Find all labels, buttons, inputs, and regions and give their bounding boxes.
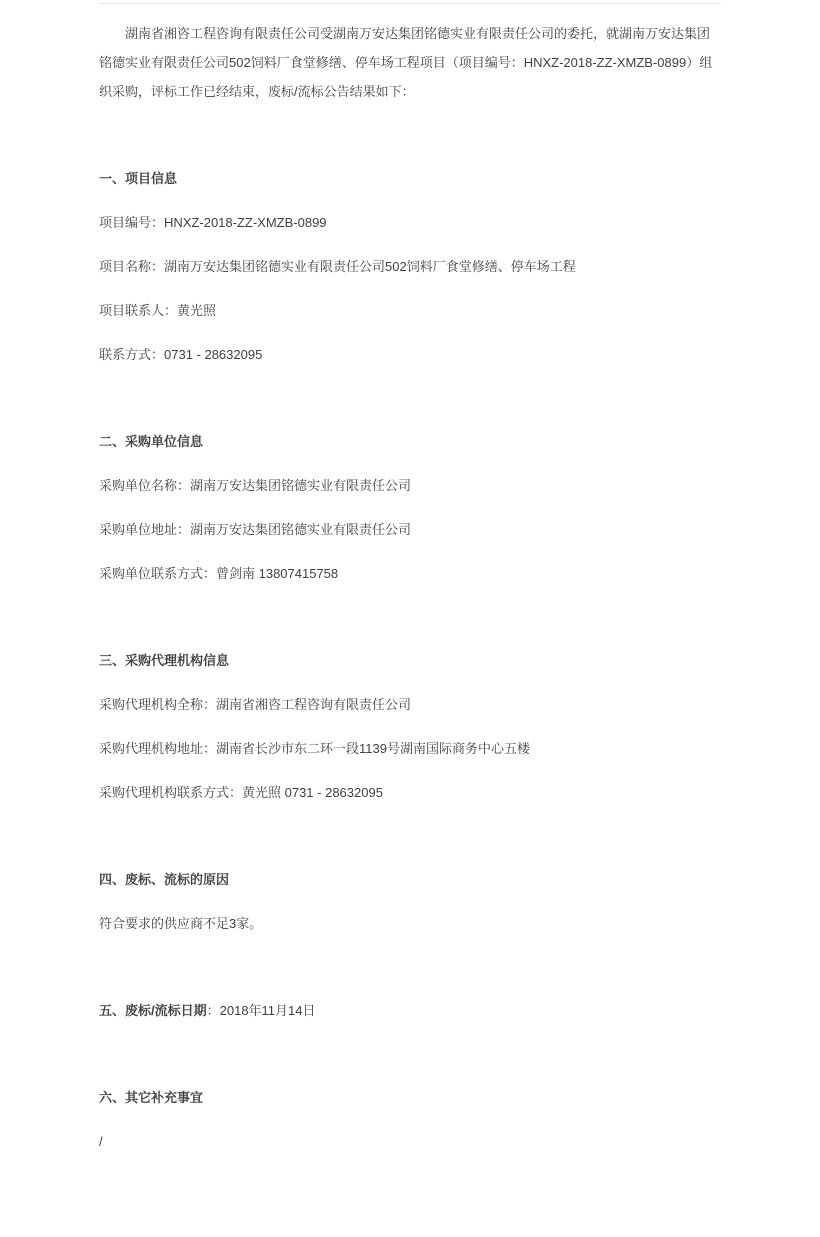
- cancellation-date-label: 五、废标/流标日期: [99, 1003, 207, 1018]
- field-project-name: 项目名称：湖南万安达集团铭德实业有限责任公司502饲料厂食堂修缮、停车场工程: [99, 259, 576, 274]
- intro-paragraph: 湖南省湘咨工程咨询有限责任公司受湖南万安达集团铭德实业有限责任公司的委托，就湖南万安达集团铭德实业有限责任公司502饲料厂食堂修缮、停车场工程项目（项目编号：HNXZ-2018-ZZ-XMZB-0899）组织采购，评标工作已经结束，废标/流标公告结果如下：: [99, 26, 713, 99]
- section-title-cancellation-reason: 四、废标、流标的原因: [99, 872, 230, 887]
- field-purchaser-name: 采购单位名称：湖南万安达集团铭德实业有限责任公司: [99, 478, 412, 493]
- section-agency-info: [99, 646, 721, 807]
- announcement-page: [0, 3, 820, 1237]
- section-title-purchaser-info: 二、采购单位信息: [99, 434, 204, 449]
- section-purchaser-info: [99, 427, 721, 588]
- announcement-content: [99, 3, 721, 1231]
- cancellation-date-value: ：2018年11月14日: [206, 1003, 316, 1018]
- other-notes-text: /: [99, 1134, 103, 1149]
- field-project-number: 项目编号：HNXZ-2018-ZZ-XMZB-0899: [99, 215, 327, 230]
- field-purchaser-contact: 采购单位联系方式：曾剑南 13807415758: [99, 566, 339, 581]
- field-agency-name: 采购代理机构全称：湖南省湘咨工程咨询有限责任公司: [99, 697, 412, 712]
- section-other-notes: [99, 1083, 721, 1156]
- section-title-project-info: 一、项目信息: [99, 171, 178, 186]
- cancellation-reason-text: 符合要求的供应商不足3家。: [99, 916, 263, 931]
- field-project-contact: 项目联系人：黄光照: [99, 303, 217, 318]
- section-title-agency-info: 三、采购代理机构信息: [99, 653, 230, 668]
- section-cancellation-date: [99, 996, 721, 1025]
- section-title-cancellation-date: [99, 996, 721, 1025]
- section-project-info: [99, 164, 721, 369]
- field-agency-address: 采购代理机构地址：湖南省长沙市东二环一段1139号湖南国际商务中心五楼: [99, 741, 530, 756]
- field-agency-contact: 采购代理机构联系方式：黄光照 0731 - 28632095: [99, 785, 383, 800]
- field-purchaser-address: 采购单位地址：湖南万安达集团铭德实业有限责任公司: [99, 522, 412, 537]
- field-contact-phone: 联系方式：0731 - 28632095: [99, 347, 263, 362]
- section-cancellation-reason: [99, 865, 721, 938]
- section-title-other-notes: 六、其它补充事宜: [99, 1090, 204, 1105]
